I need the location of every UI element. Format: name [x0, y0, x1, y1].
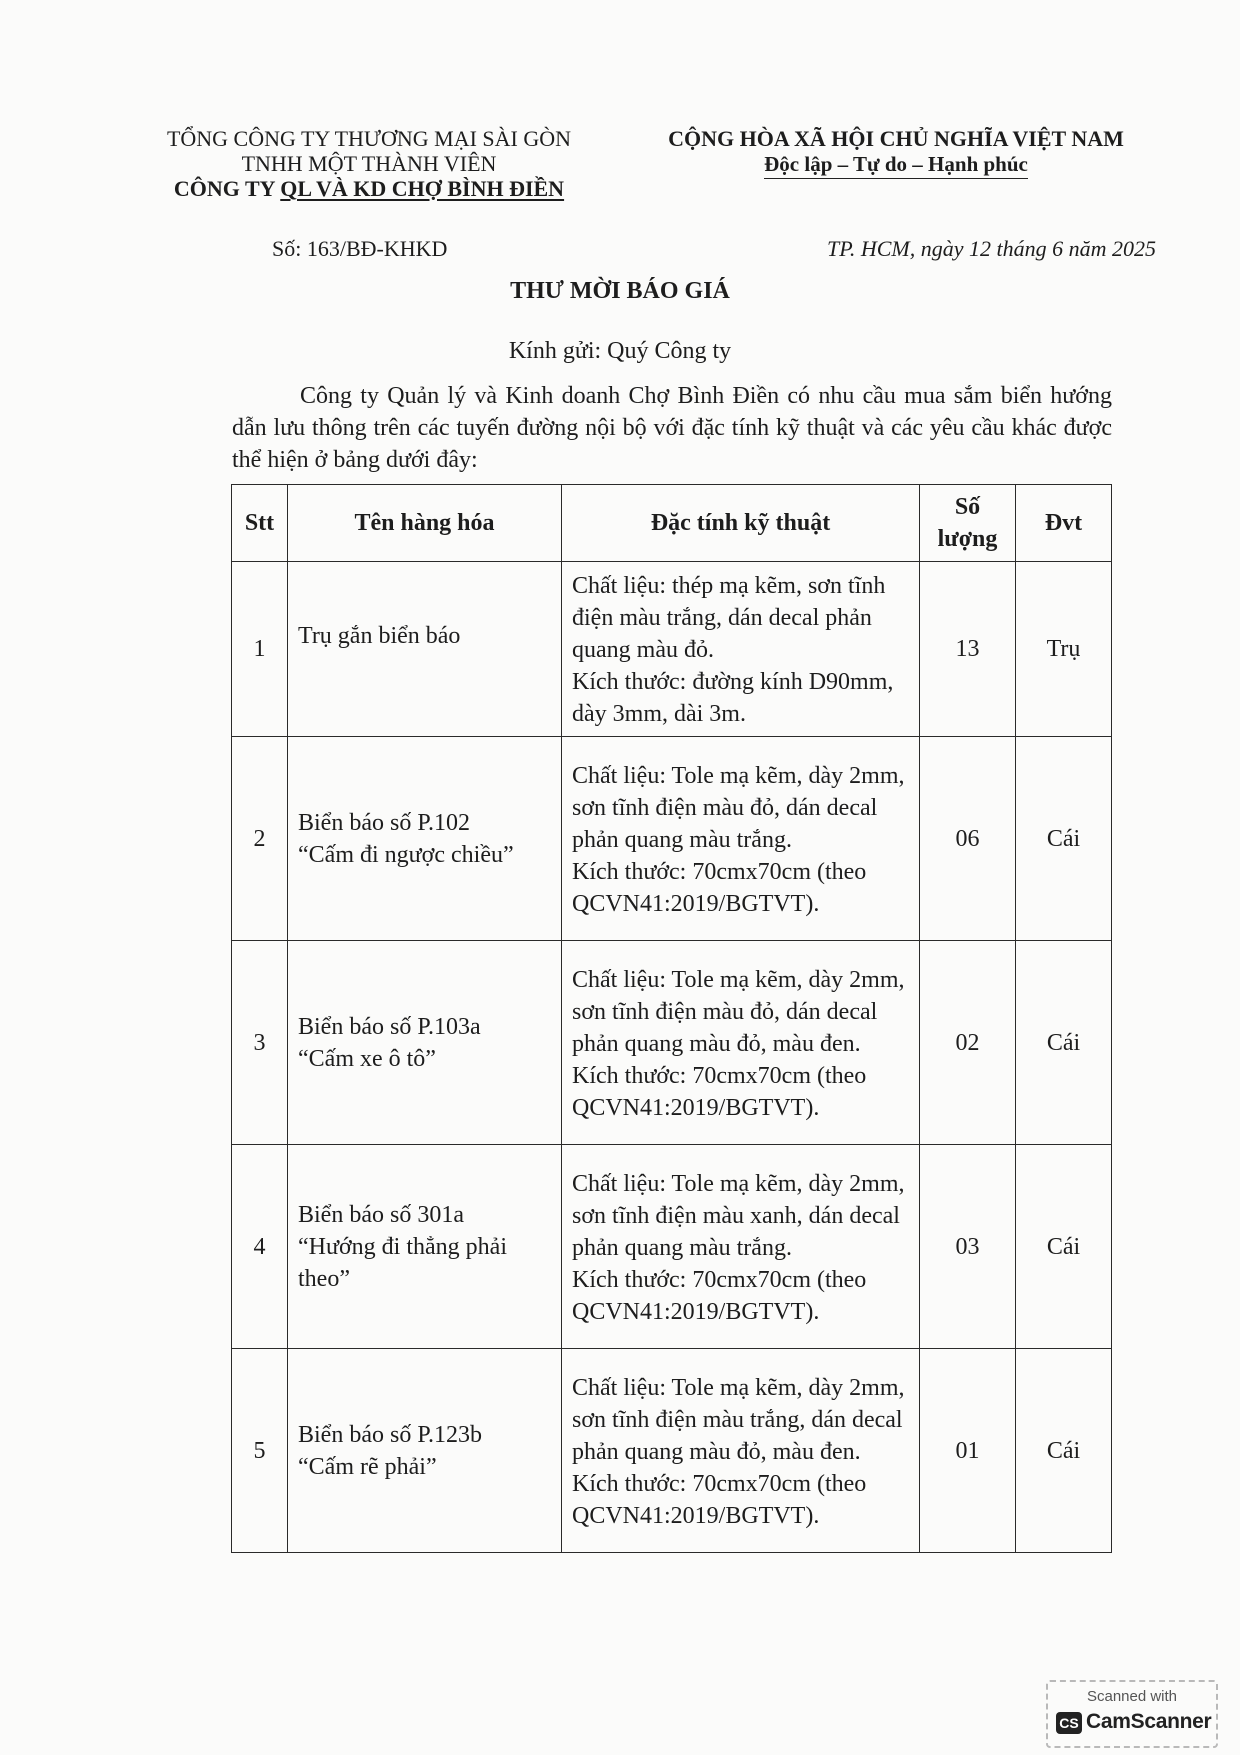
document-date: TP. HCM, ngày 12 tháng 6 năm 2025 — [827, 236, 1156, 261]
cell-spec — [562, 737, 920, 941]
name-line: “Cấm xe ô tô” — [298, 1045, 436, 1072]
nation-motto: Độc lập – Tự do – Hạnh phúc — [764, 151, 1028, 179]
name-line: Biển báo số 301a — [298, 1201, 464, 1228]
org-line-1: TỔNG CÔNG TY THƯƠNG MẠI SÀI GÒN — [166, 126, 572, 151]
header-qty-line-2: lượng — [937, 526, 998, 552]
cell-unit: Cái — [1016, 1145, 1112, 1349]
cell-unit: Trụ — [1016, 562, 1112, 737]
items-table — [231, 484, 1112, 1553]
table-header-row — [232, 485, 1112, 562]
document-title: THƯ MỜI BÁO GIÁ — [510, 278, 730, 304]
org-line-3-prefix: CÔNG TY — [173, 176, 281, 201]
cell-spec — [562, 1145, 920, 1349]
header-qty-line-1: Số — [954, 494, 981, 520]
document-number: Số: 163/BĐ-KHKD — [272, 236, 448, 261]
spec-material: Chất liệu: Tole mạ kẽm, dày 2mm, sơn tĩnh điện màu đỏ, dán decal phản quang màu đỏ, màu đen. — [572, 966, 905, 1057]
cell-name — [288, 1145, 562, 1349]
organization-header — [140, 126, 598, 201]
name-line: “Cấm rẽ phải” — [298, 1453, 437, 1480]
watermark-line-1: Scanned with — [1086, 1688, 1178, 1705]
cell-name — [288, 737, 562, 941]
nation-name: CỘNG HÒA XÃ HỘI CHỦ NGHĨA VIỆT NAM — [668, 126, 1124, 151]
spec-size: Kích thước: 70cmx70cm (theo QCVN41:2019/BGTVT). — [572, 1062, 867, 1121]
cell-qty: 13 — [920, 562, 1016, 737]
cell-name — [288, 941, 562, 1145]
cell-spec — [562, 562, 920, 737]
org-line-2: TNHH MỘT THÀNH VIÊN — [241, 151, 497, 176]
spec-size: Kích thước: 70cmx70cm (theo QCVN41:2019/BGTVT). — [572, 1266, 867, 1325]
header-unit: Đvt — [1016, 485, 1112, 562]
spec-size: Kích thước: đường kính D90mm, dày 3mm, dài 3m. — [572, 669, 894, 727]
cell-unit: Cái — [1016, 941, 1112, 1145]
cell-qty: 06 — [920, 737, 1016, 941]
spec-material: Chất liệu: Tole mạ kẽm, dày 2mm, sơn tĩnh điện màu đỏ, dán decal phản quang màu trắng. — [572, 762, 905, 853]
name-line: Biển báo số P.103a — [298, 1013, 481, 1040]
cell-stt: 5 — [232, 1349, 288, 1553]
table-row — [232, 737, 1112, 941]
org-line-3 — [140, 176, 598, 201]
cell-qty: 03 — [920, 1145, 1016, 1349]
camscanner-watermark — [1046, 1680, 1218, 1748]
cell-unit: Cái — [1016, 1349, 1112, 1553]
cell-qty: 02 — [920, 941, 1016, 1145]
header-stt: Stt — [232, 485, 288, 562]
watermark-line-2: CamScanner — [1086, 1710, 1212, 1733]
header-qty — [920, 485, 1016, 562]
cell-name — [288, 562, 562, 737]
spec-material: Chất liệu: Tole mạ kẽm, dày 2mm, sơn tĩnh điện màu xanh, dán decal phản quang màu trắng. — [572, 1170, 905, 1261]
cell-stt: 2 — [232, 737, 288, 941]
name-line: Trụ gắn biển báo — [298, 623, 461, 649]
spec-material: Chất liệu: Tole mạ kẽm, dày 2mm, sơn tĩnh điện màu trắng, dán decal phản quang màu đỏ, màu đen. — [572, 1374, 905, 1465]
name-line: “Cấm đi ngược chiều” — [298, 841, 514, 868]
cell-stt: 1 — [232, 562, 288, 737]
salutation: Kính gửi: Quý Công ty — [508, 338, 732, 364]
header-spec: Đặc tính kỹ thuật — [562, 485, 920, 562]
cell-stt: 3 — [232, 941, 288, 1145]
header-name: Tên hàng hóa — [288, 485, 562, 562]
table-row — [232, 1145, 1112, 1349]
spec-size: Kích thước: 70cmx70cm (theo QCVN41:2019/BGTVT). — [572, 858, 867, 917]
intro-paragraph: Công ty Quản lý và Kinh doanh Chợ Bình Điền có nhu cầu mua sắm biển hướng dẫn lưu thông trên các tuyến đường nội bộ với đặc tính kỹ thuật và các yêu cầu khác được thể hiện ở bảng dưới đây: — [232, 383, 1112, 473]
cell-name — [288, 1349, 562, 1553]
table-row — [232, 941, 1112, 1145]
camscanner-logo-icon: CS — [1056, 1712, 1082, 1734]
name-line: Biển báo số P.123b — [298, 1421, 483, 1448]
national-header — [636, 126, 1156, 179]
cell-qty: 01 — [920, 1349, 1016, 1553]
name-line: Biển báo số P.102 — [298, 809, 471, 836]
cell-unit: Cái — [1016, 737, 1112, 941]
table-row — [232, 562, 1112, 737]
cell-spec — [562, 1349, 920, 1553]
org-line-3-underlined: QL VÀ KD CHỢ BÌNH ĐIỀN — [280, 176, 565, 201]
spec-size: Kích thước: 70cmx70cm (theo QCVN41:2019/BGTVT). — [572, 1470, 867, 1529]
cell-spec — [562, 941, 920, 1145]
table-row — [232, 1349, 1112, 1553]
spec-material: Chất liệu: thép mạ kẽm, sơn tĩnh điện màu trắng, dán decal phản quang màu đỏ. — [572, 573, 886, 663]
cell-stt: 4 — [232, 1145, 288, 1349]
name-line: “Hướng đi thẳng phải theo” — [298, 1233, 507, 1292]
